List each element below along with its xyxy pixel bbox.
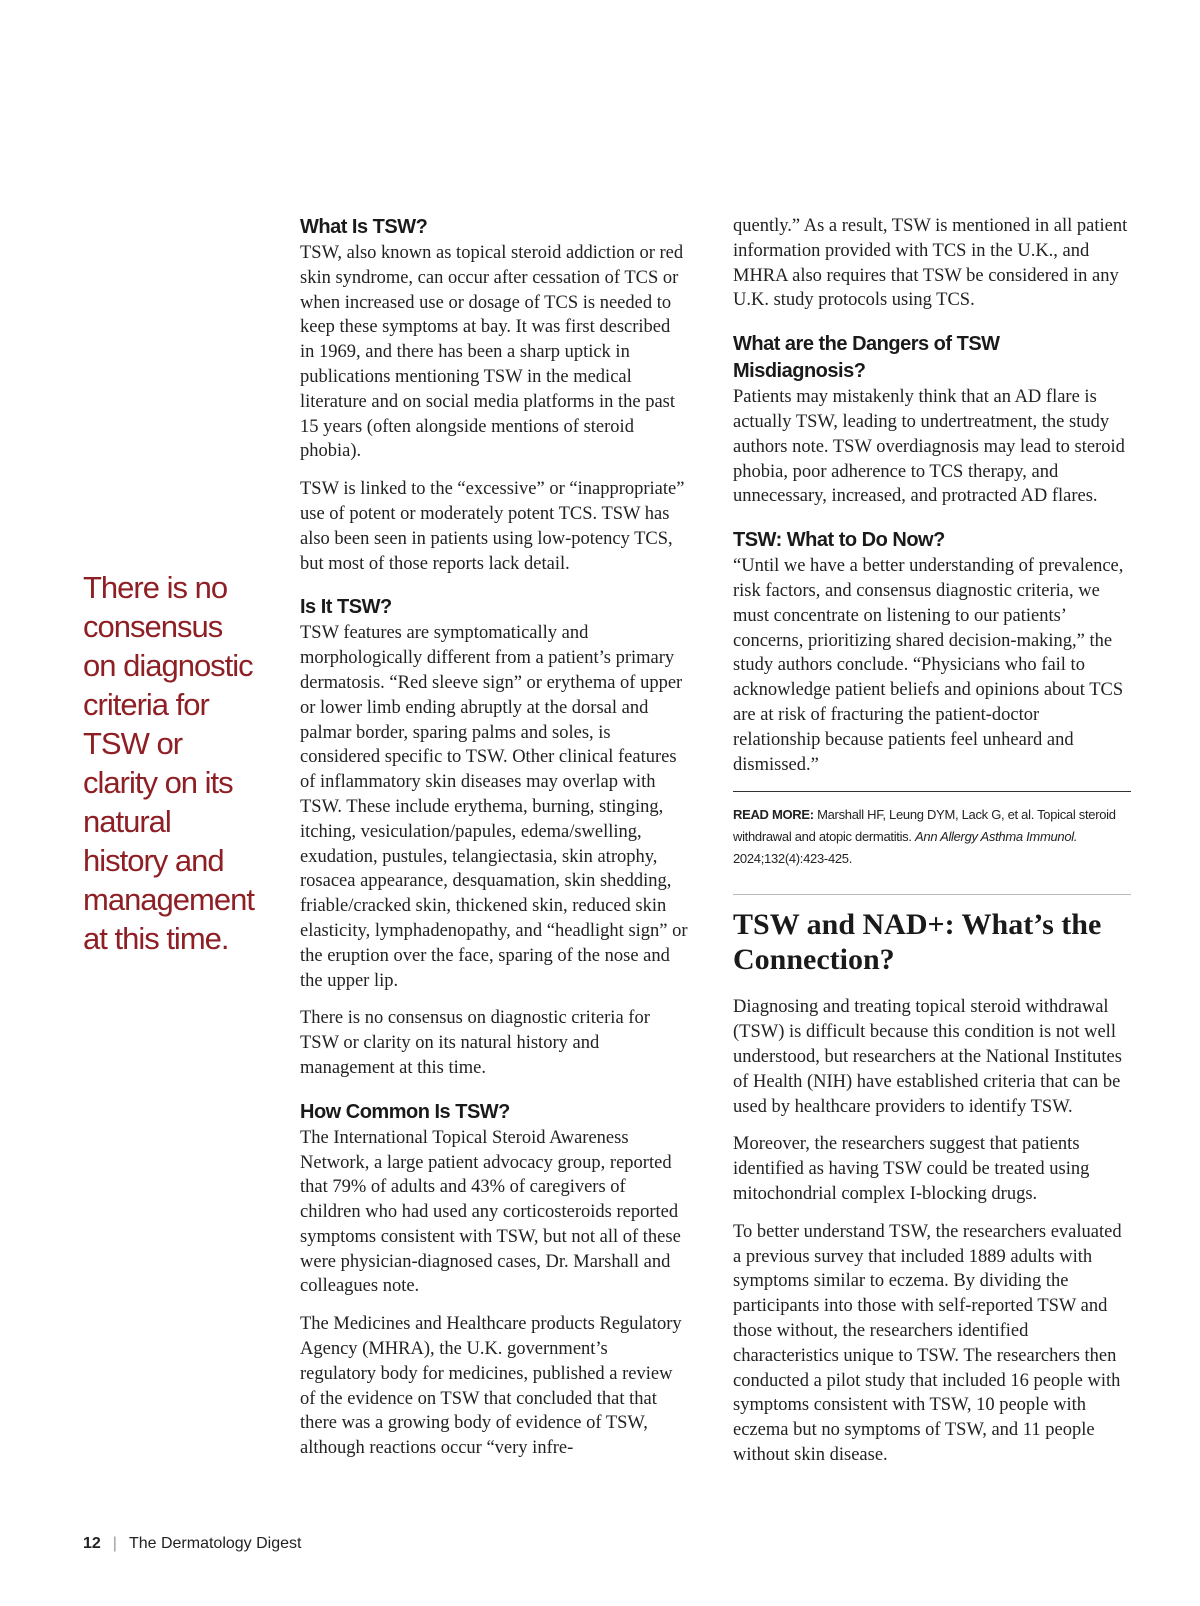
section-heading-how-common: How Common Is TSW?: [300, 1100, 510, 1123]
article-column-right: [733, 214, 1131, 1481]
paragraph: quently.” As a result, TSW is mentioned in all patient information provided with TCS in the U.K., and MHRA also requires that TSW be considered in any U.K. study protocols using TCS.: [733, 216, 1128, 311]
paragraph: “Until we have a better understanding of prevalence, risk factors, and consensus diagnostic criteria, we must concentrate on listening to our patients’ concerns, prioritizing shared decision-making,” the study authors conclude. “Physicians who fail to acknowledge patient beliefs and opinions about TCS are at risk of fracturing the patient-doctor relationship because patients feel unheard and dismissed.”: [733, 556, 1124, 775]
citation-journal: Ann Allergy Asthma Immunol.: [915, 829, 1078, 845]
paragraph: The International Topical Steroid Awareness Network, a large patient advocacy group, reported that 79% of adults and 43% of caregivers of children who had used any corticosteroids reported symptoms consistent with TSW, but not all of these were physician-diagnosed cases, Dr. Marshall and colleagues note.: [300, 1127, 681, 1297]
paragraph: Patients may mistakenly think that an AD flare is actually TSW, leading to undertreatment, the study authors note. TSW overdiagnosis may lead to steroid phobia, poor adherence to TCS therapy, and unnecessary, increased, and protracted AD flares.: [733, 387, 1125, 507]
citation-authors: Marshall HF, Leung DYM, Lack G, et al. Topical steroid withdrawal and atopic dermatitis.: [733, 807, 1116, 845]
divider: [733, 791, 1131, 792]
article-column-left: [300, 214, 688, 1474]
paragraph: Moreover, the researchers suggest that patients identified as having TSW could be treated using mitochondrial complex I-blocking drugs.: [733, 1134, 1090, 1204]
page-number: 12: [83, 1535, 101, 1552]
footer-separator: |: [112, 1535, 117, 1552]
pull-quote: There is no consensus on diagnostic criteria for TSW or clarity on its natural history and management at this time.: [83, 570, 254, 956]
paragraph: There is no consensus on diagnostic criteria for TSW or clarity on its natural history and management at this time.: [300, 1008, 650, 1078]
read-more-label: READ MORE:: [733, 807, 814, 823]
publication-name: The Dermatology Digest: [128, 1535, 302, 1552]
paragraph: The Medicines and Healthcare products Regulatory Agency (MHRA), the U.K. government’s regulatory body for medicines, published a review of the evidence on TSW that concluded that that there was a growing body of evidence of TSW, although reactions occur “very infre-: [300, 1314, 682, 1459]
divider: [733, 894, 1131, 895]
sidebar-title: TSW and NAD+: What’s the Connection?: [733, 908, 1102, 977]
paragraph: TSW is linked to the “excessive” or “inappropriate” use of potent or moderately potent TCS. TSW has also been seen in patients using low-potency TCS, but most of those reports lack detail.: [300, 479, 685, 574]
section-heading-is-it-tsw: Is It TSW?: [300, 596, 392, 619]
section-heading-what-to-do: TSW: What to Do Now?: [733, 529, 945, 552]
paragraph: TSW features are symptomatically and morphologically different from a patient’s primary dermatosis. “Red sleeve sign” or erythema of upper or lower limb ending abruptly at the dorsal and palmar border, sparing palms and soles, is considered specific to TSW. Other clinical features of inflammatory skin diseases may overlap with TSW. These include erythema, burning, stinging, itching, vesiculation/papules, edema/swelling, exudation, pustules, telangiectasia, skin atrophy, rosacea appearance, desquamation, skin shedding, friable/cracked skin, thickened skin, reduced skin elasticity, lymphadenopathy, and “headlight sign” or the eruption over the face, sparing of the nose and the upper lip.: [300, 623, 688, 991]
citation-volume: 2024;132(4):423-425.: [733, 851, 853, 867]
section-heading-what-is-tsw: What Is TSW?: [300, 216, 428, 238]
read-more-citation: [733, 804, 1131, 870]
paragraph: To better understand TSW, the researchers evaluated a previous survey that included 1889 adults with symptoms similar to eczema. By dividing the participants into those with self-reported TSW and those without, the researchers identified characteristics unique to TSW. The researchers then conducted a pilot study that included 16 people with symptoms consistent with TSW, 10 people with eczema but no symptoms of TSW, and 11 people without skin disease.: [733, 1221, 1122, 1465]
page-footer: [83, 1535, 301, 1553]
paragraph: Diagnosing and treating topical steroid withdrawal (TSW) is difficult because this condition is not well understood, but researchers at the National Institutes of Health (NIH) have established criteria that can be used by healthcare providers to identify TSW.: [733, 997, 1122, 1117]
section-heading-dangers: What are the Dangers of TSW Misdiagnosis?: [733, 333, 1000, 383]
paragraph: TSW, also known as topical steroid addiction or red skin syndrome, can occur after cessation of TCS or when increased use or dosage of TCS is needed to keep these symptoms at bay. It was first described in 1969, and there has been a sharp uptick in publications mentioning TSW in the medical literature and on social media platforms in the past 15 years (often alongside mentions of steroid phobia).: [300, 243, 684, 462]
